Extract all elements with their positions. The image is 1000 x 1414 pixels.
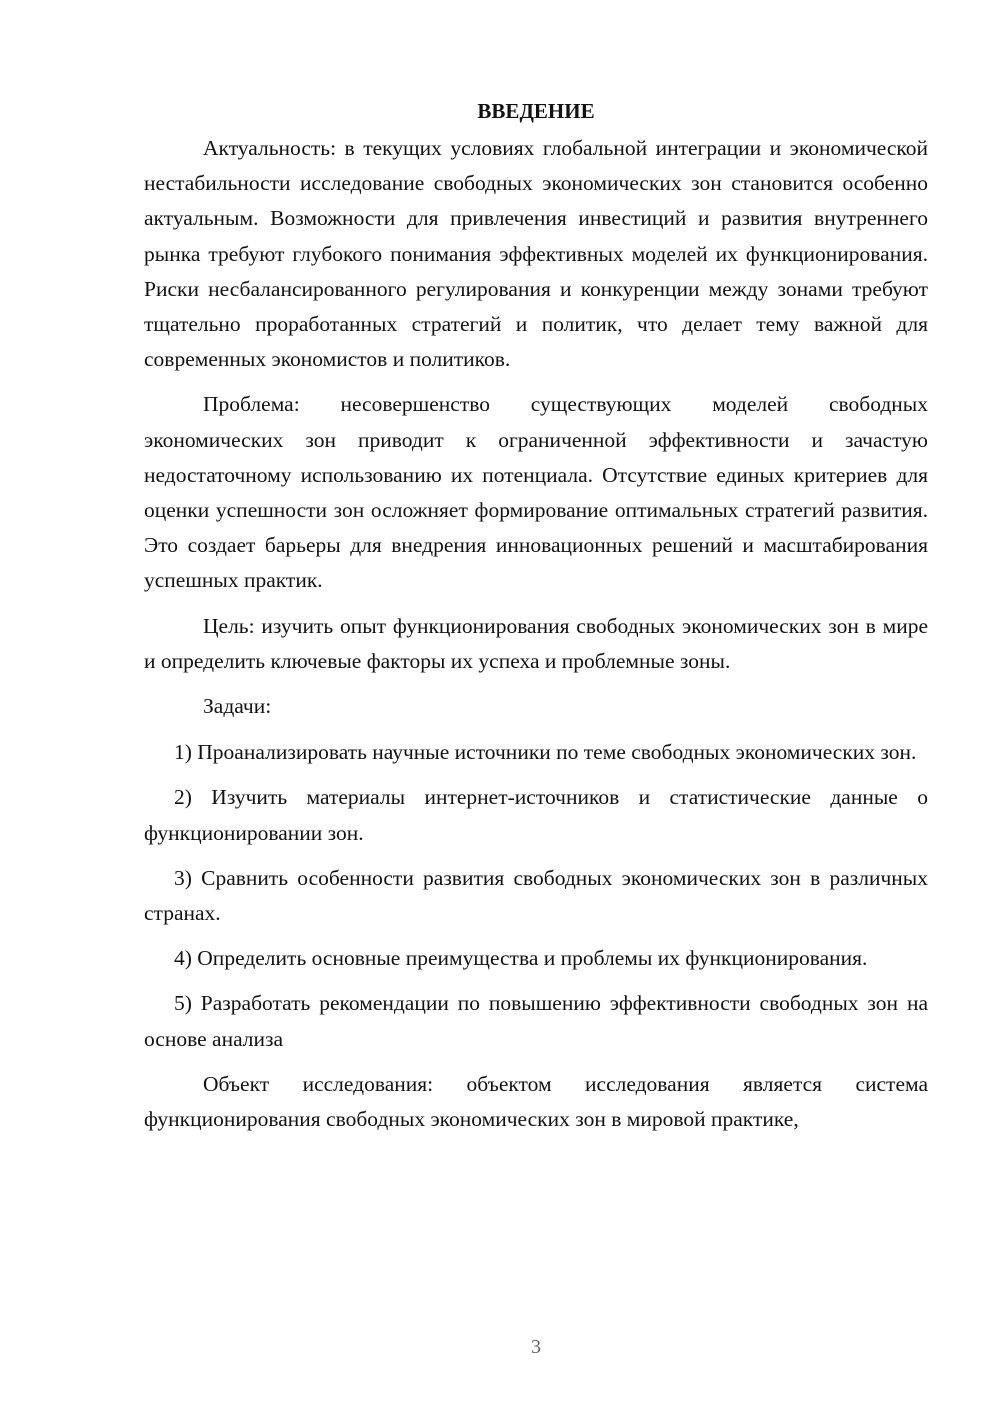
task-item: 5) Разработать рекомендации по повышению эффективности свободных зон на основе анализа [144, 991, 928, 1051]
relevance-paragraph: Актуальность: в текущих условиях глобальной интеграции и экономической нестабильности исследование свободных экономических зон становится особенно актуальным. Возможности для привлечения инвестиций и развития внутреннего рынка требуют глубокого понимания эффективных моделей их функционирования. Риски несбалансированного регулирования и конкуренции между зонами требуют тщательно проработанных стратегий и политик, что делает тему важной для современных экономистов и политиков. [144, 136, 928, 372]
task-item: 2) Изучить материалы интернет-источников и статистические данные о функционировании зон. [144, 785, 928, 845]
task-item: 1) Проанализировать научные источники по теме свободных экономических зон. [174, 740, 917, 765]
object-paragraph: Объект исследования: объектом исследования является система функционирования свободных экономических зон в мировой практике, [144, 1071, 928, 1132]
page-content [144, 95, 928, 1147]
task-item: 4) Определить основные преимущества и проблемы их функционирования. [174, 946, 868, 971]
tasks-label: Задачи: [203, 694, 272, 719]
task-item: 3) Сравнить особенности развития свободных экономических зон в различных странах. [144, 865, 928, 926]
problem-paragraph: Проблема: несовершенство существующих моделей свободных экономических зон приводит к ограниченной эффективности и зачастую недостаточному использованию их потенциала. Отсутствие единых критериев для оценки успешности зон осложняет формирование оптимальных стратегий развития. Это создает барьеры для внедрения инновационных решений и масштабирования успешных практик. [144, 392, 928, 593]
section-heading: ВВЕДЕНИЕ [477, 99, 595, 123]
page-number: 3 [531, 1336, 541, 1358]
goal-paragraph: Цель: изучить опыт функционирования свободных экономических зон в мире и определить ключевые факторы их успеха и проблемные зоны. [144, 613, 928, 673]
